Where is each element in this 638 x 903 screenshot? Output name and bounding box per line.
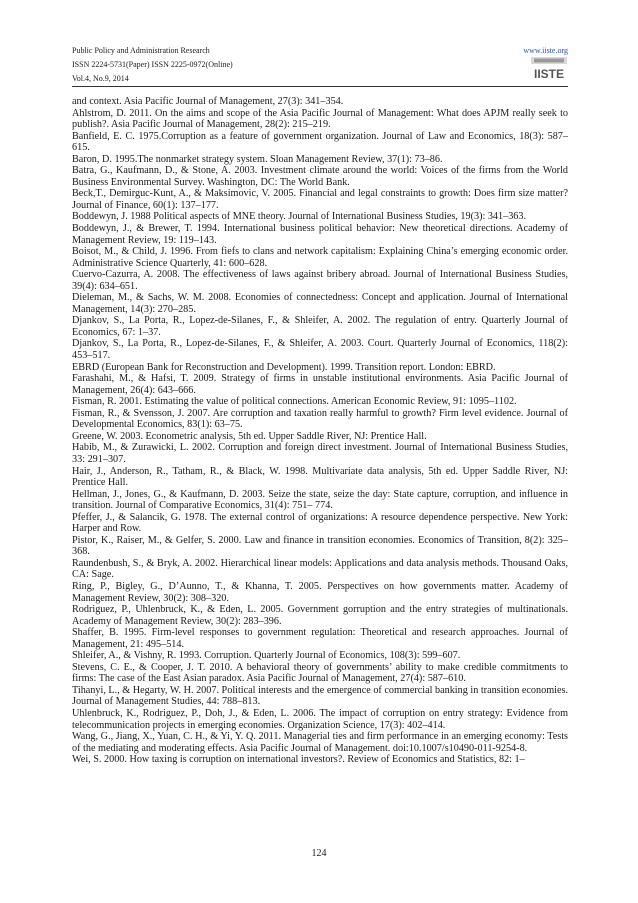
reference-entry: Hellman, J., Jones, G., & Kaufmann, D. 2003. Seize the state, seize the day: State capture, corruption, and influence in transition. Journal of Comparative Economics, 31(4): 751– 774.	[72, 488, 568, 512]
reference-entry: Batra, G., Kaufmann, D., & Stone, A. 2003. Investment climate around the world: Voices of the firms from the World Business Environmental Survey. Washington, DC: The World Bank.	[72, 165, 568, 188]
reference-entry: Cuervo-Cazurra, A. 2008. The effectiveness of laws against bribery abroad. Journal of International Business Studies, 39(4): 634–651.	[72, 269, 568, 292]
reference-entry: Beck,T., Demirguc-Kunt, A., & Maksimovic, V. 2005. Financial and legal constraints to growth: Does firm size matter? Journal of Finance, 60(1): 137–177.	[72, 188, 568, 211]
reference-entry: Ring, P., Bigley, G., D’Aunno, T., & Khanna, T. 2005. Perspectives on how governments matter. Academy of Management Review, 30(2): 308–320.	[72, 580, 568, 604]
reference-entry: Shleifer, A., & Vishny, R. 1993. Corruption. Quarterly Journal of Economics, 108(3): 599–607.	[72, 650, 461, 662]
reference-entry: Wei, S. 2000. How taxing is corruption on international investors?. Review of Economics and Statistics, 82: 1–	[72, 754, 525, 766]
reference-entry: Pfeffer, J., & Salancik, G. 1978. The external control of organizations: A resource dependence perspective. New York: Harper and Row.	[72, 511, 568, 535]
header-rule	[72, 86, 568, 87]
reference-list	[72, 96, 568, 766]
reference-entry: Boisot, M., & Child, J. 1996. From fiefs to clans and network capitalism: Explaining China’s emerging economic order. Administrative Science Quarterly, 41: 600–628.	[72, 246, 568, 269]
reference-entry: Fisman, R., & Svensson, J. 2007. Are corruption and taxation really harmful to growth? Firm level evidence. Journal of Developmental Economics, 83(1): 63–75.	[72, 407, 568, 431]
iiste-logo	[530, 56, 568, 82]
volume-line: Vol.4, No.9, 2014	[72, 74, 129, 83]
reference-entry: Rodriguez, P., Uhlenbruck, K., & Eden, L. 2005. Government gorruption and the entry strategies of multinationals. Academy of Management Review, 30(2): 283–396.	[72, 604, 568, 627]
issn-line: ISSN 2224-5731(Paper) ISSN 2225-0972(Online)	[72, 60, 233, 69]
reference-entry: Tihanyi, L., & Hegarty, W. H. 2007. Political interests and the emergence of commercial banking in transition economies. Journal of Management Studies, 44: 788–813.	[72, 684, 568, 708]
reference-entry: Shaffer, B. 1995. Firm-level responses to government regulation: Theoretical and research approaches. Journal of Management, 21: 495–514.	[72, 627, 568, 650]
reference-entry: Stevens, C. E., & Cooper, J. T. 2010. A behavioral theory of governments’ ability to make credible commitments to firms: The case of the East Asian paradox. Asia Pacific Journal of Management, 27(4): 587–610.	[72, 661, 568, 685]
reference-entry: Habib, M., & Zurawicki, L. 2002. Corruption and foreign direct investment. Journal of International Business Studies, 33: 291–307.	[72, 442, 568, 465]
reference-entry: Fisman, R. 2001. Estimating the value of political connections. American Economic Review, 91: 1095–1102.	[72, 396, 517, 408]
reference-entry: Baron, D. 1995.The nonmarket strategy system. Sloan Management Review, 37(1): 73–86.	[72, 153, 443, 165]
reference-entry: Greene, W. 2003. Econometric analysis, 5th ed. Upper Saddle River, NJ: Prentice Hall.	[72, 430, 427, 442]
reference-entry: Wang, G., Jiang, X., Yuan, C. H., & Yi, Y. Q. 2011. Managerial ties and firm performance in an emerging economy: Tests of the mediating and moderating effects. Asia Pacific Journal of Management. doi:10.1007/s10490-011-9254-8.	[72, 731, 568, 754]
journal-title: Public Policy and Administration Research	[72, 46, 210, 55]
reference-entry: Ahlstrom, D. 2011. On the aims and scope of the Asia Pacific Journal of Management: What does APJM really seek to publish?. Asia Pacific Journal of Management, 28(2): 215–219.	[72, 107, 568, 131]
journal-url-link[interactable]: www.iiste.org	[523, 46, 568, 55]
svg-text:IISTE: IISTE	[533, 67, 565, 81]
reference-entry: Banfield, E. C. 1975.Corruption as a feature of government organization. Journal of Law and Economics, 18(3): 587–615.	[72, 130, 568, 154]
reference-entry: Djankov, S., La Porta, R., Lopez-de-Silanes, F., & Shleifer, A. 2002. The regulation of entry. Quarterly Journal of Economics, 67: 1–37.	[72, 315, 568, 338]
reference-entry: Pistor, K., Raiser, M., & Gelfer, S. 2000. Law and finance in transition economies. Economics of Transition, 8(2): 325–368.	[72, 534, 568, 558]
reference-entry: Boddewyn, J. 1988 Political aspects of MNE theory. Journal of International Business Studies, 19(3): 341–363.	[72, 211, 527, 223]
page-header	[72, 42, 568, 88]
reference-entry: Uhlenbruck, K., Rodriguez, P., Doh, J., & Eden, L. 2006. The impact of corruption on entry strategy: Evidence from telecommunication projects in emerging economies. Organization Science, 17(3): 402–414.	[72, 707, 568, 731]
page-number: 124	[311, 848, 327, 859]
reference-entry: EBRD (European Bank for Reconstruction and Development). 1999. Transition report. London: EBRD.	[72, 361, 496, 373]
reference-entry: Djankov, S., La Porta, R., Lopez-de-Silanes, F., & Shleifer, A. 2003. Court. Quarterly Journal of Economics, 118(2): 453–517.	[72, 338, 568, 362]
reference-entry: Boddewyn, J., & Brewer, T. 1994. International business political behavior: New theoretical directions. Academy of Management Review, 19: 119–143.	[72, 223, 568, 246]
reference-entry: Dieleman, M., & Sachs, W. M. 2008. Economies of connectedness: Concept and application. Journal of International Management, 14(3): 270–285.	[72, 292, 568, 315]
reference-entry: and context. Asia Pacific Journal of Management, 27(3): 341–354.	[72, 96, 344, 107]
reference-entry: Farashahi, M., & Hafsi, T. 2009. Strategy of firms in unstable institutional environments. Asia Pacific Journal of Management, 26(4): 643–666.	[72, 373, 568, 396]
reference-entry: Raundenbush, S., & Bryk, A. 2002. Hierarchical linear models: Applications and data analysis methods. Thousand Oaks, CA: Sage.	[72, 557, 568, 581]
reference-entry: Hair, J., Anderson, R., Tatham, R., & Black, W. 1998. Multivariate data analysis, 5th ed. Upper Saddle River, NJ: Prentice Hall.	[72, 465, 568, 489]
